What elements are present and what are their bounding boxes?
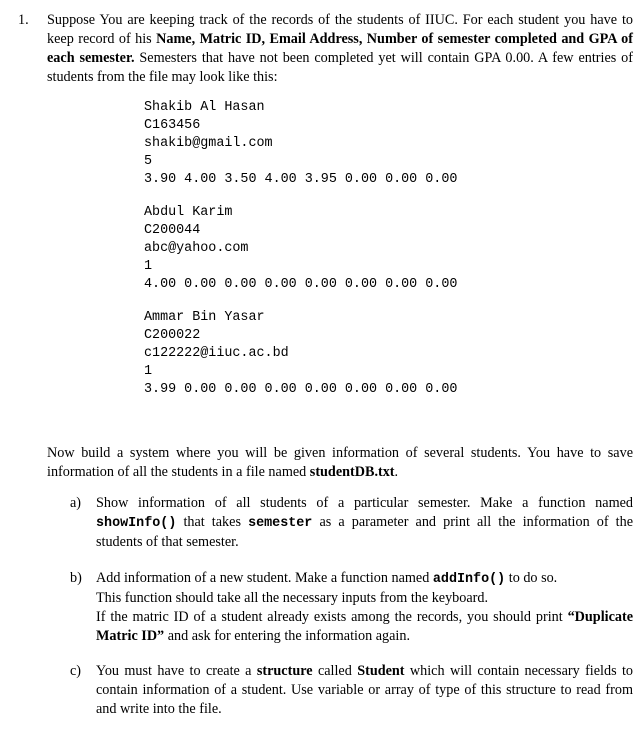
- record-semesters: 1: [144, 364, 153, 379]
- part-label: c): [70, 663, 82, 679]
- part-body: Show information of all students of a particular semester. Make a function named showInfo() that takes semester as a parameter and print all the information of the students of that semester.: [96, 495, 633, 550]
- record-matric-id: C163456: [144, 118, 201, 133]
- part-label: b): [70, 570, 82, 586]
- part-b: [70, 569, 633, 646]
- record-matric-id: C200044: [144, 223, 201, 238]
- record-gpas: 3.90 4.00 3.50 4.00 3.95 0.00 0.00 0.00: [144, 172, 458, 187]
- record-name: Shakib Al Hasan: [144, 100, 265, 115]
- sample-records: [144, 99, 457, 414]
- record-gpas: 3.99 0.00 0.00 0.00 0.00 0.00 0.00 0.00: [144, 382, 458, 397]
- record-matric-id: C200022: [144, 328, 201, 343]
- record-semesters: 5: [144, 154, 153, 169]
- part-body: You must have to create a structure called Student which will contain necessary fields to contain information of a student. Use variable or array of type of this structure to read from and write into the file.: [96, 663, 634, 717]
- part-c: [70, 662, 633, 719]
- intro-paragraph: Suppose You are keeping track of the records of the students of IIUC. For each student you have to keep record of his Name, Matric ID, Email Address, Number of semester completed and GPA of each semester. Semesters that have not been completed yet will contain GPA 0.00. A few entries of students from the file may look like this:: [47, 12, 634, 85]
- record-name: Ammar Bin Yasar: [144, 310, 265, 325]
- part-label: a): [70, 495, 82, 511]
- task-paragraph: Now build a system where you will be given information of several students. You have to save information of all the students in a file named studentDB.txt.: [47, 445, 633, 480]
- record-1: [144, 99, 457, 189]
- record-name: Abdul Karim: [144, 205, 233, 220]
- record-gpas: 4.00 0.00 0.00 0.00 0.00 0.00 0.00 0.00: [144, 277, 458, 292]
- record-email: abc@yahoo.com: [144, 241, 249, 256]
- record-2: [144, 204, 457, 294]
- part-body: Add information of a new student. Make a function named addInfo() to do so. This function should take all the necessary inputs from the keyboard. If the matric ID of a student already exists among the records, you should print “Duplicate Matric ID” and ask for entering the information again.: [96, 570, 633, 644]
- record-email: shakib@gmail.com: [144, 136, 273, 151]
- question-number: 1.: [18, 12, 29, 28]
- record-3: [144, 309, 457, 399]
- part-a: [70, 494, 633, 552]
- record-email: c122222@iiuc.ac.bd: [144, 346, 289, 361]
- record-semesters: 1: [144, 259, 153, 274]
